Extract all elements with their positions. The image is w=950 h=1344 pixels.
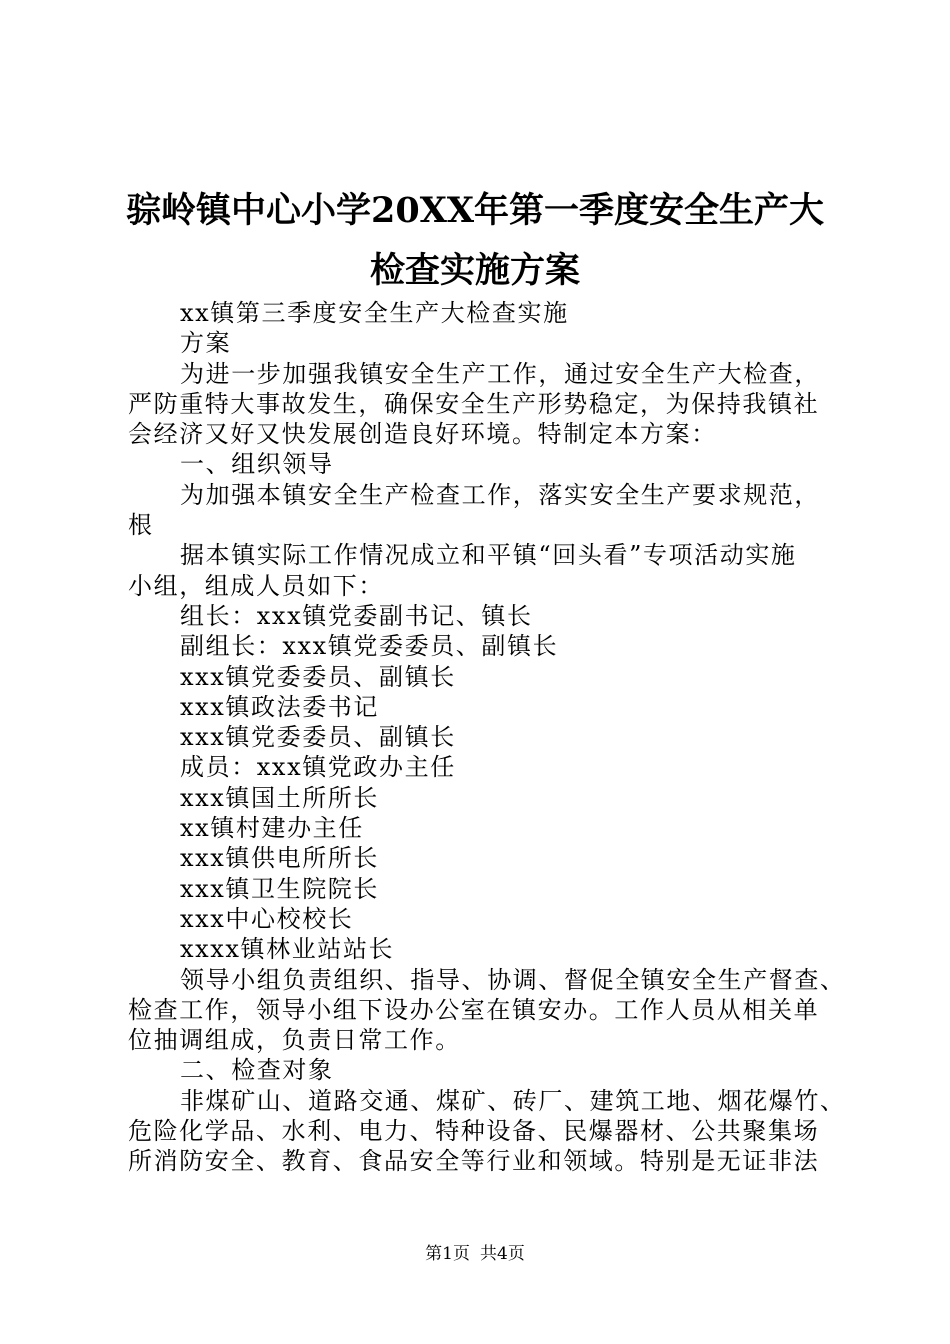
paragraph-line: 危险化学品、水利、电力、特种设备、民爆器材、公共聚集场	[128, 1117, 820, 1146]
paragraph-line: 为进一步加强我镇安全生产工作，通过安全生产大检查，	[180, 359, 820, 388]
page-footer	[0, 1243, 950, 1265]
paragraph-line: xxx镇卫生院院长	[180, 874, 380, 903]
paragraph-line: 严防重特大事故发生，确保安全生产形势稳定，为保持我镇社	[128, 389, 820, 418]
paragraph-line: 据本镇实际工作情况成立和平镇“回头看”专项活动实施	[180, 541, 797, 570]
paragraph-line: 成员：xxx镇党政办主任	[180, 753, 456, 782]
paragraph-line: xx镇第三季度安全生产大检查实施	[180, 299, 569, 327]
paragraph-line: 二、检查对象	[180, 1056, 334, 1085]
paragraph-line: 根	[128, 511, 154, 540]
paragraph-line: 副组长：xxx镇党委委员、副镇长	[180, 632, 559, 661]
paragraph-line: 位抽调组成，负责日常工作。	[128, 1026, 461, 1055]
paragraph-line: 为加强本镇安全生产检查工作，落实安全生产要求规范，	[180, 480, 820, 509]
paragraph-line: 小组，组成人员如下：	[128, 571, 384, 600]
paragraph-line: xx镇村建办主任	[180, 814, 364, 843]
document-title-line-2: 检查实施方案	[369, 250, 580, 291]
paragraph-line: 组长：xxx镇党委副书记、镇长	[180, 601, 533, 630]
paragraph-line: 方案	[180, 329, 232, 358]
paragraph-line: 会经济又好又快发展创造良好环境。特制定本方案：	[128, 420, 717, 449]
paragraph-line: xxxx镇林业站站长	[180, 935, 395, 964]
paragraph-line: 非煤矿山、道路交通、煤矿、砖厂、建筑工地、烟花爆竹、	[180, 1086, 846, 1115]
paragraph-line: 领导小组负责组织、指导、协调、督促全镇安全生产督查、	[180, 965, 846, 994]
paragraph-line: 所消防安全、教育、食品安全等行业和领域。特别是无证非法	[128, 1147, 820, 1176]
document-body	[128, 298, 846, 1177]
paragraph-line: xxx镇国土所所长	[180, 783, 380, 812]
paragraph-line: xxx镇党委委员、副镇长	[180, 662, 456, 691]
page-number-total: 共4页	[480, 1244, 525, 1264]
page-number-current: 第1页	[425, 1244, 470, 1264]
paragraph-line: xxx镇政法委书记	[180, 692, 380, 721]
paragraph-line: 一、组织领导	[180, 450, 334, 479]
paragraph-line: xxx中心校校长	[180, 904, 354, 933]
document-title-line-1: 骔岭镇中心小学20XX年第一季度安全生产大	[125, 190, 825, 231]
paragraph-line: xxx镇党委委员、副镇长	[180, 723, 456, 752]
paragraph-line: xxx镇供电所所长	[180, 844, 380, 873]
paragraph-line: 检查工作，领导小组下设办公室在镇安办。工作人员从相关单	[128, 995, 820, 1024]
